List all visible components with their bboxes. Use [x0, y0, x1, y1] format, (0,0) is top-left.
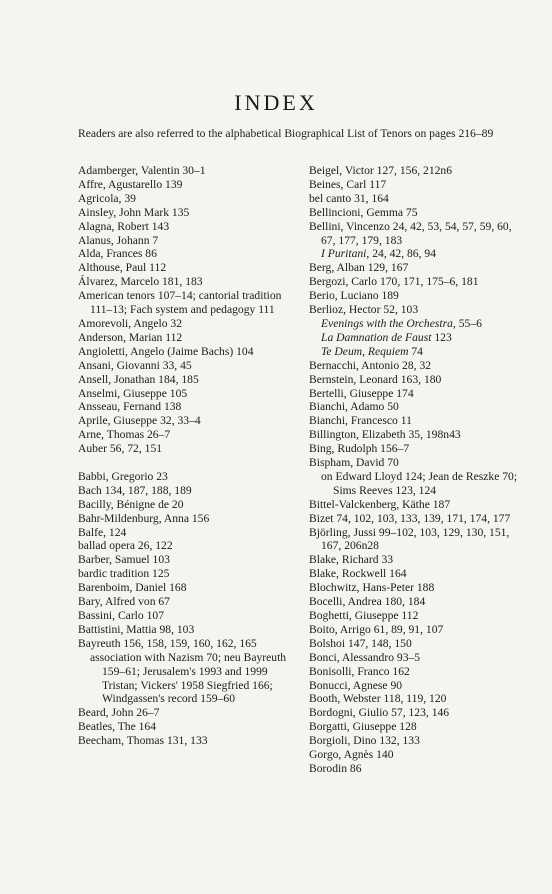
index-entry: American tenors 107–14; cantorial tradition 111–13; Fach system and pedagogy 111: [78, 289, 282, 317]
index-entry: Anselmi, Giuseppe 105: [78, 386, 188, 400]
index-entry: Blochwitz, Hans-Peter 188: [309, 581, 435, 595]
index-entry: Borgatti, Giuseppe 128: [309, 720, 417, 734]
index-entry: Bellini, Vincenzo 24, 42, 53, 54, 57, 59, 60, 67, 177, 179, 183: [309, 219, 512, 247]
index-entry: ballad opera 26, 122: [78, 539, 173, 553]
index-entry: Auber 56, 72, 151: [78, 442, 163, 456]
index-entry: Bary, Alfred von 67: [78, 595, 170, 609]
index-entry: Beatles, The 164: [78, 720, 157, 734]
index-entry: Bellincioni, Gemma 75: [309, 205, 418, 219]
index-entry: Bispham, David 70: [309, 456, 399, 470]
index-subentry: Te Deum, Requiem 74: [321, 344, 423, 358]
index-entry: Beecham, Thomas 131, 133: [78, 734, 208, 748]
page-title: INDEX: [234, 90, 318, 115]
index-entry: Bernacchi, Antonio 28, 32: [309, 358, 432, 372]
index-entry: Bonisolli, Franco 162: [309, 664, 410, 678]
index-entry: Ainsley, John Mark 135: [78, 205, 190, 219]
index-subentry: I Puritani, 24, 42, 86, 94: [321, 247, 436, 261]
index-entry: Bertelli, Giuseppe 174: [309, 386, 414, 400]
index-entry: Bernstein, Leonard 163, 180: [309, 372, 442, 386]
index-entry: Bergozi, Carlo 170, 171, 175–6, 181: [309, 275, 479, 289]
index-entry: Bach 134, 187, 188, 189: [78, 483, 192, 497]
index-entry: Amorevoli, Angelo 32: [78, 316, 183, 330]
index-entry: Bing, Rudolph 156–7: [309, 442, 410, 456]
index-entry: Barber, Samuel 103: [78, 553, 170, 567]
index-entry: Berg, Alban 129, 167: [309, 261, 409, 275]
index-entry: Bolshoi 147, 148, 150: [309, 636, 412, 650]
index-entry: Ansell, Jonathan 184, 185: [78, 372, 199, 386]
index-entry: Angioletti, Angelo (Jaime Bachs) 104: [78, 344, 254, 358]
index-entry: Balfe, 124: [78, 525, 127, 539]
index-entry: Alanus, Johann 7: [78, 233, 159, 247]
index-entry: Ansseau, Fernand 138: [78, 400, 182, 414]
index-entry: Bonucci, Agnese 90: [309, 678, 403, 692]
index-entry: Bittel-Valckenberg, Käthe 187: [309, 497, 451, 511]
index-subentry: La Damnation de Faust 123: [321, 330, 452, 344]
index-entry: Borodin 86: [309, 761, 362, 775]
letter-group-gap: [78, 456, 293, 470]
index-entry: Berlioz, Hector 52, 103: [309, 303, 419, 317]
index-column-left: [78, 164, 293, 748]
index-entry: Álvarez, Marcelo 181, 183: [78, 275, 203, 289]
index-entry: Gorgo, Agnès 140: [309, 748, 394, 762]
index-entry: Bocelli, Andrea 180, 184: [309, 595, 426, 609]
index-entry: Boito, Arrigo 61, 89, 91, 107: [309, 622, 444, 636]
index-entry: Boghetti, Giuseppe 112: [309, 609, 419, 622]
index-entry: Beard, John 26–7: [78, 706, 160, 720]
index-entry: Bacilly, Bénigne de 20: [78, 497, 184, 511]
index-entry: Ansani, Giovanni 33, 45: [78, 358, 192, 372]
index-entry: Bizet 74, 102, 103, 133, 139, 171, 174, 177: [309, 511, 511, 525]
index-entry: Blake, Rockwell 164: [309, 567, 407, 581]
index-entry: Aprile, Giuseppe 32, 33–4: [78, 414, 201, 428]
index-entry: Booth, Webster 118, 119, 120: [309, 692, 447, 706]
index-entry: Beigel, Victor 127, 156, 212n6: [309, 164, 453, 177]
index-entry: Alagna, Robert 143: [78, 219, 170, 233]
index-entry: Alda, Frances 86: [78, 247, 157, 261]
index-column-right: [309, 164, 524, 776]
index-entry: Bahr-Mildenburg, Anna 156: [78, 511, 210, 525]
index-entry: Bonci, Alessandro 93–5: [309, 650, 421, 664]
index-entry: Anderson, Marian 112: [78, 330, 183, 344]
index-entry: Berio, Luciano 189: [309, 289, 399, 303]
index-entry: Althouse, Paul 112: [78, 261, 167, 275]
index-entry: Bayreuth 156, 158, 159, 160, 162, 165: [78, 636, 257, 650]
index-entry: Björling, Jussi 99–102, 103, 129, 130, 151, 167, 206n28: [309, 525, 510, 553]
index-entry: Bianchi, Adamo 50: [309, 400, 399, 414]
index-entry: Affre, Agustarello 139: [78, 177, 183, 191]
intro-note: Readers are also referred to the alphabetical Biographical List of Tenors on pages 216–89: [78, 127, 494, 140]
index-subentry: Evenings with the Orchestra, 55–6: [321, 316, 482, 330]
index-entry: Adamberger, Valentin 30–1: [78, 164, 206, 177]
index-entry: Bordogni, Giulio 57, 123, 146: [309, 706, 450, 720]
index-entry: Barenboim, Daniel 168: [78, 581, 187, 595]
index-subentry: association with Nazism 70; neu Bayreuth 159–61; Jerusalem's 1993 and 1999 Tristan; Vickers' 1958 Siegfried 166; Windgassen's record 159–60: [90, 650, 287, 706]
index-entry: Bianchi, Francesco 11: [309, 414, 412, 428]
index-entry: bardic tradition 125: [78, 567, 170, 581]
index-entry: Babbi, Gregorio 23: [78, 469, 168, 483]
index-entry: Battistini, Mattia 98, 103: [78, 622, 195, 636]
index-entry: Arne, Thomas 26–7: [78, 428, 171, 442]
index-entry: Billington, Elizabeth 35, 198n43: [309, 428, 461, 442]
index-entry: Blake, Richard 33: [309, 553, 394, 567]
index-entry: Beines, Carl 117: [309, 177, 387, 191]
index-entry: bel canto 31, 164: [309, 191, 389, 205]
index-subentry: on Edward Lloyd 124; Jean de Reszke 70; Sims Reeves 123, 124: [321, 469, 518, 497]
index-entry: Bassini, Carlo 107: [78, 608, 164, 622]
index-entry: Agricola, 39: [78, 191, 136, 205]
index-entry: Borgioli, Dino 132, 133: [309, 734, 420, 748]
